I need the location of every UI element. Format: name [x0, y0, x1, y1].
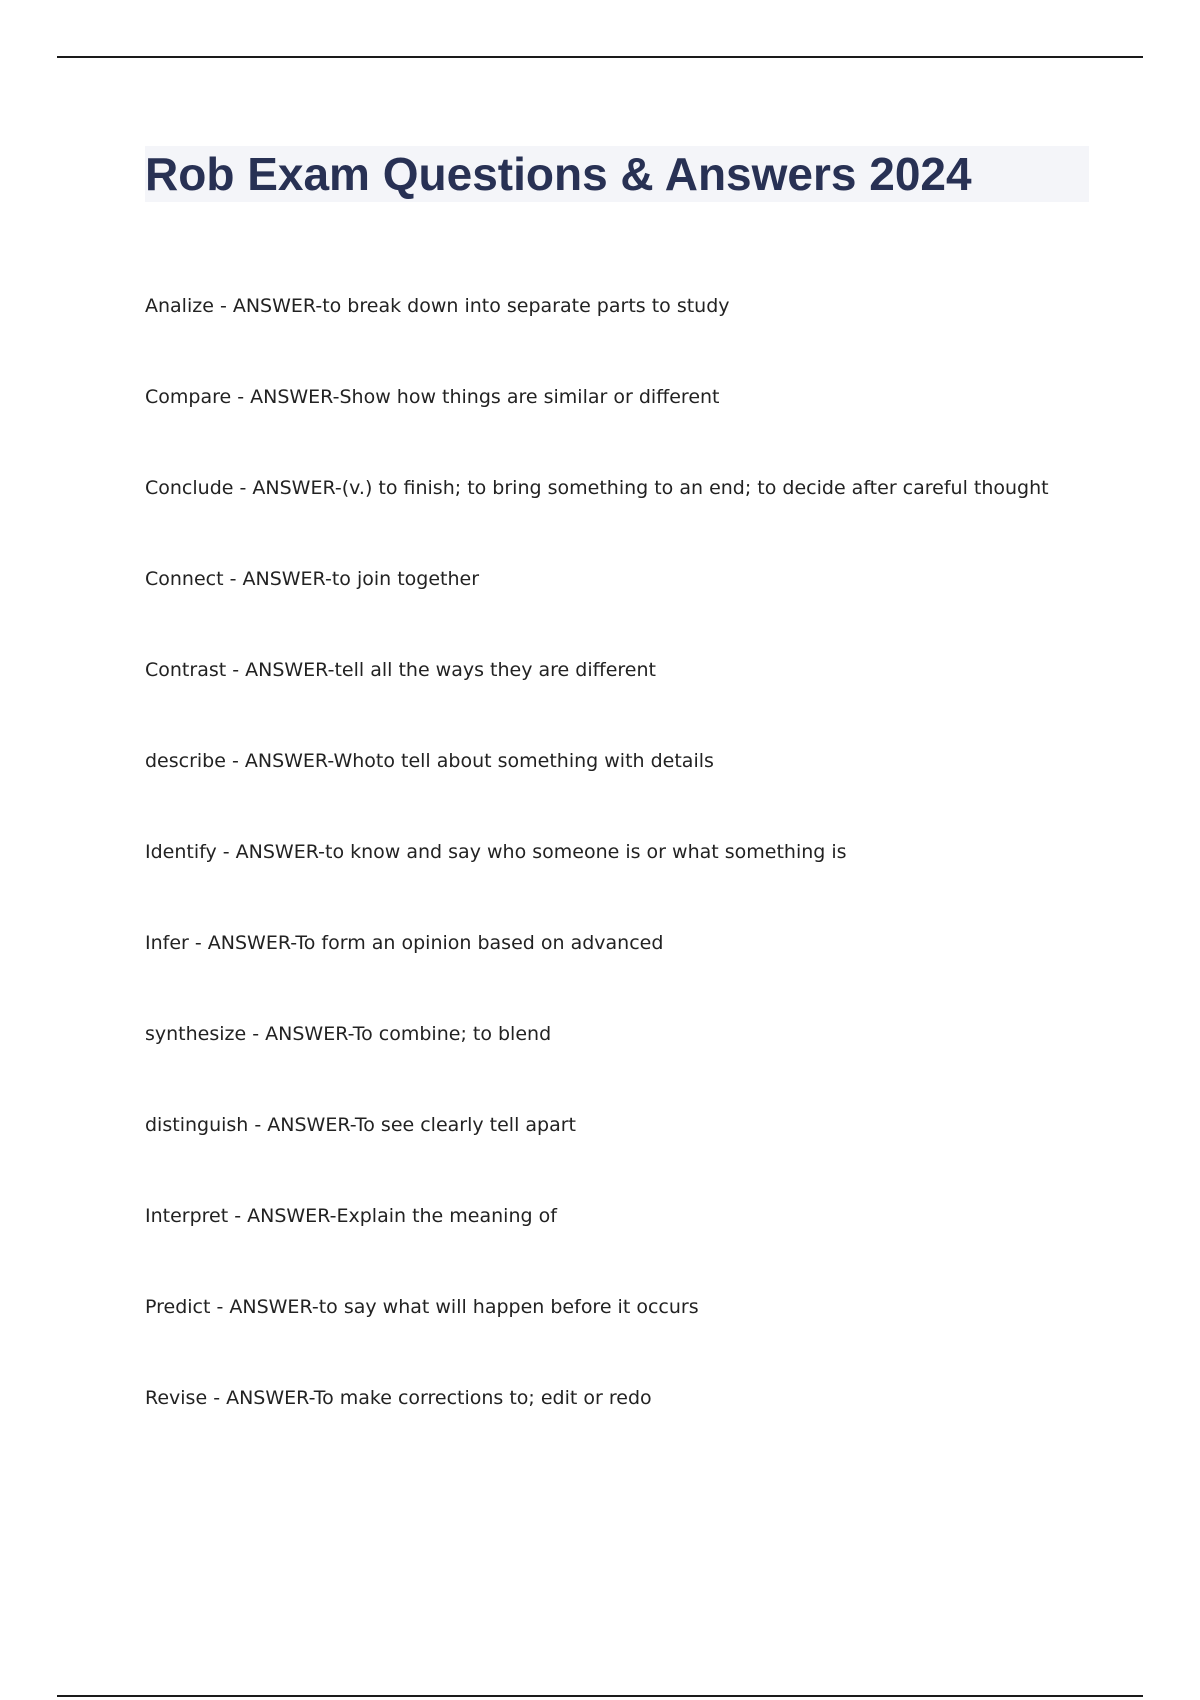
qa-item-revise: Revise - ANSWER-To make corrections to; edit or redo [145, 1387, 652, 1409]
qa-item-analize: Analize - ANSWER-to break down into separate parts to study [145, 295, 730, 317]
qa-item-compare: Compare - ANSWER-Show how things are similar or different [145, 386, 720, 408]
page-title: Rob Exam Questions & Answers 2024 [145, 148, 972, 200]
qa-item-describe: describe - ANSWER-Whoto tell about something with details [145, 750, 714, 772]
bottom-divider [57, 1695, 1143, 1697]
qa-item-distinguish: distinguish - ANSWER-To see clearly tell apart [145, 1114, 577, 1136]
qa-item-infer: Infer - ANSWER-To form an opinion based on advanced [145, 932, 664, 954]
qa-item-connect: Connect - ANSWER-to join together [145, 568, 480, 590]
title-banner [145, 146, 1089, 202]
qa-item-predict: Predict - ANSWER-to say what will happen before it occurs [145, 1296, 699, 1318]
qa-item-synthesize: synthesize - ANSWER-To combine; to blend [145, 1023, 552, 1045]
qa-item-contrast: Contrast - ANSWER-tell all the ways they are different [145, 659, 656, 681]
top-divider [57, 56, 1143, 58]
qa-item-interpret: Interpret - ANSWER-Explain the meaning of [145, 1205, 557, 1227]
qa-item-conclude: Conclude - ANSWER-(v.) to finish; to bring something to an end; to decide after careful thought [145, 477, 1049, 499]
qa-item-identify: Identify - ANSWER-to know and say who someone is or what something is [145, 841, 847, 863]
qa-list [145, 290, 1095, 1473]
